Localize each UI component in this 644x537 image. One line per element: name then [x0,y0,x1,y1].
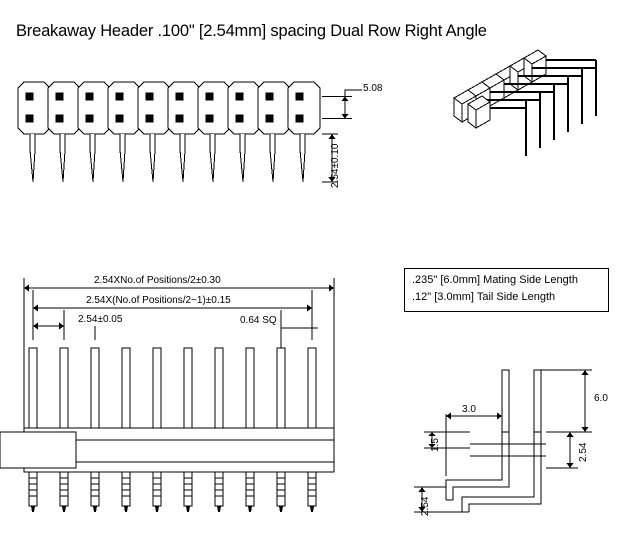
side-view-pin-array [24,278,334,512]
dim-pitch-tolerance-label: 2.54±0.10 [330,143,341,188]
note-box [404,268,609,312]
dim-row-spacing-label: 5.08 [363,83,383,94]
note-tail-length: .12" [3.0mm] Tail Side Length [412,291,556,303]
note-mating-length: .235" [6.0mm] Mating Side Length [412,274,578,286]
dim-tail-pitch-label: 2.54 [420,496,431,516]
dim-row-pitch-label: 2.54 [578,442,589,462]
front-view-dual-row [18,82,362,182]
page-title: Breakaway Header .100" [2.54mm] spacing Dual Row Right Angle [16,22,487,40]
dim-span-label: 2.54X(No.of Positions/2−1)±0.15 [86,295,231,306]
isometric-view [454,50,596,156]
dim-overall-length-label: 2.54XNo.of Positions/2±0.30 [94,275,221,286]
dim-pin-size-label: 0.64 SQ [240,315,277,326]
dim-tail-offset-label: 3.0 [462,404,476,415]
dim-pitch-label: 2.54±0.05 [78,314,123,325]
dim-tail-step-label: 1.5 [430,438,441,452]
dim-mating-length-label: 6.0 [594,393,608,404]
